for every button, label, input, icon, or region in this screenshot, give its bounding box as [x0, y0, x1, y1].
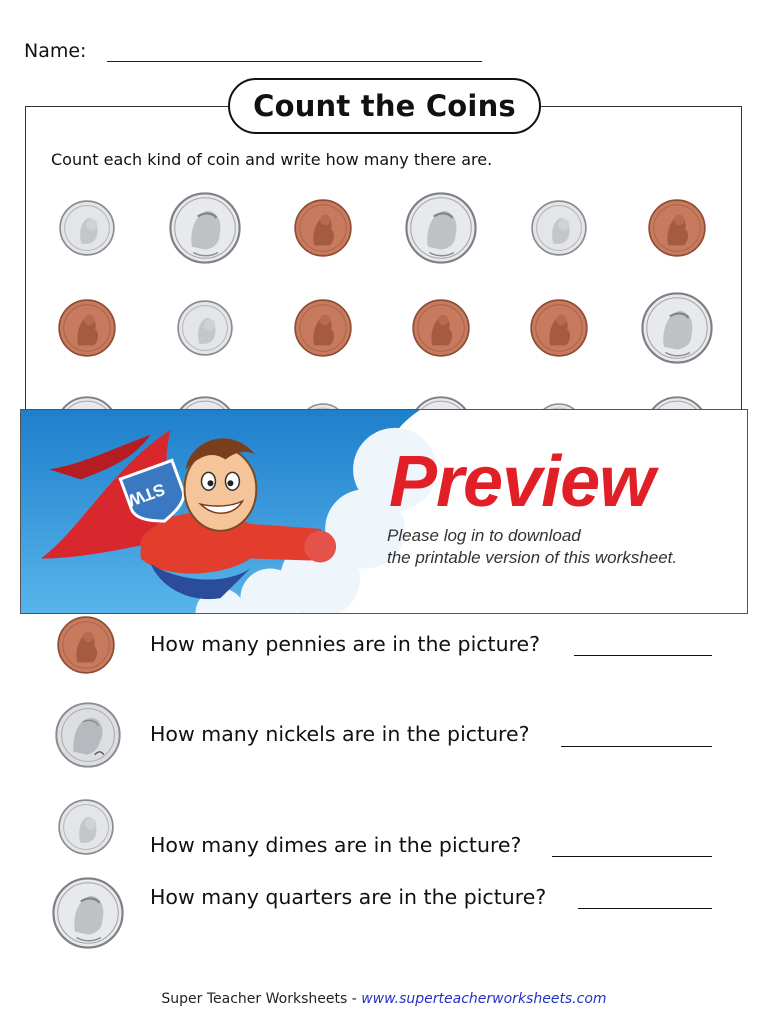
answer-line-pennies[interactable]: [574, 655, 712, 656]
preview-message-line2: the printable version of this worksheet.: [387, 548, 678, 567]
quarter-icon: [169, 192, 241, 264]
name-label: Name:: [24, 40, 87, 62]
dime-icon: [531, 200, 587, 256]
answer-line-dimes[interactable]: [552, 856, 712, 857]
penny-icon: [294, 199, 352, 257]
penny-icon: [412, 299, 470, 357]
instructions-text: Count each kind of coin and write how many there are.: [51, 150, 493, 169]
preview-banner[interactable]: [20, 409, 748, 614]
footer: [0, 991, 768, 1007]
dime-icon: [58, 799, 114, 855]
question-pennies: How many pennies are in the picture?: [150, 632, 541, 656]
dime-icon: [177, 300, 233, 356]
preview-message-line1: Please log in to download: [387, 526, 581, 545]
penny-icon: [57, 616, 115, 674]
footer-text: Super Teacher Worksheets -: [161, 991, 362, 1007]
nickel-icon: [55, 702, 121, 768]
answer-line-nickels[interactable]: [561, 746, 712, 747]
question-quarters: How many quarters are in the picture?: [150, 885, 547, 909]
penny-icon: [530, 299, 588, 357]
preview-title: Preview: [389, 442, 655, 522]
worksheet-title: Count the Coins: [228, 78, 541, 134]
question-nickels: How many nickels are in the picture?: [150, 722, 530, 746]
badge-text: STW: [125, 479, 168, 510]
quarter-icon: [405, 192, 477, 264]
penny-icon: [58, 299, 116, 357]
quarter-icon: [52, 877, 124, 949]
penny-icon: [294, 299, 352, 357]
footer-link[interactable]: www.superteacherworksheets.com: [361, 991, 607, 1007]
answer-line-quarters[interactable]: [578, 908, 712, 909]
dime-icon: [59, 200, 115, 256]
preview-message: [387, 525, 677, 569]
name-write-line[interactable]: [107, 61, 482, 62]
question-dimes: How many dimes are in the picture?: [150, 833, 522, 857]
penny-icon: [648, 199, 706, 257]
quarter-icon: [641, 292, 713, 364]
